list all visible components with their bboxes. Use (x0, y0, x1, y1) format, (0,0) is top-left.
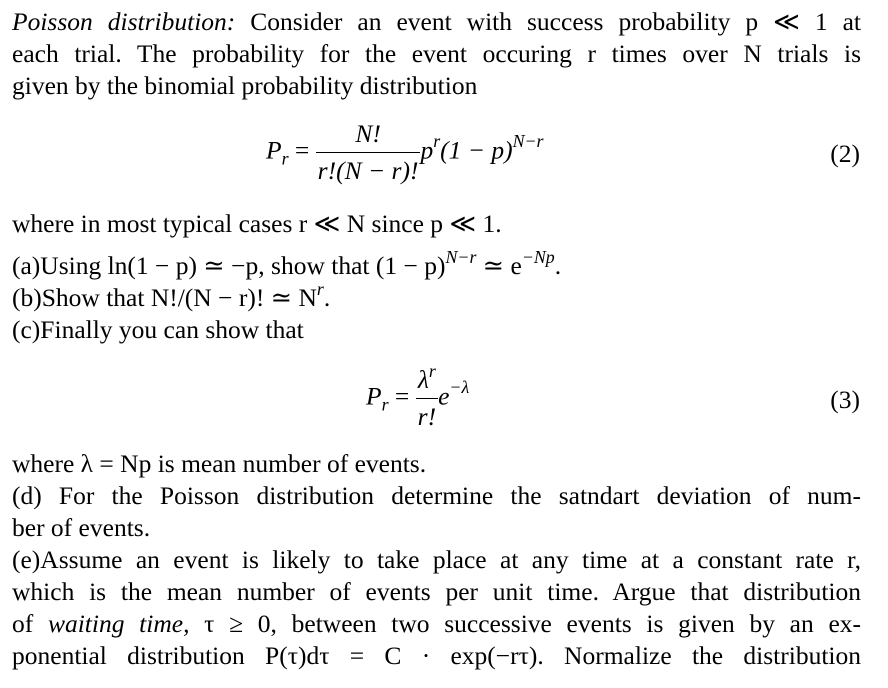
part-a-end: . (554, 251, 562, 280)
where-line-1: where in most typical cases r ≪ N since p ≪ 1. (12, 209, 502, 238)
equation-3 (366, 360, 470, 433)
part-a-tail: ≃ e (482, 251, 522, 280)
part-b (12, 278, 331, 314)
part-e-waiting-time: waiting time, (47, 609, 190, 638)
eq2-lhs: P (266, 135, 282, 165)
part-a-text: (a)Using ln(1 − p) ≃ −p, show that (1 − p) (12, 251, 446, 280)
eq3-num-sup: r (428, 360, 436, 381)
eq3-equals: = (394, 381, 410, 411)
part-c: (c)Finally you can show that (12, 315, 304, 344)
part-b-end: . (323, 283, 331, 312)
eq3-denominator: r! (416, 398, 438, 433)
eq2-lhs-sub: r (281, 148, 289, 169)
eq2-equals: = (294, 135, 310, 165)
eq3-lhs-sub: r (381, 394, 389, 415)
eq3-lhs: P (366, 381, 382, 411)
part-e-line-2: which is the mean number of events per unit time. Argue that distribution (12, 577, 861, 606)
part-e-line-1: (e)Assume an event is likely to take place at any time at a constant rate r, (12, 545, 861, 574)
part-b-sup: r (316, 278, 324, 299)
part-e-l3b: τ ≥ 0, between two successive events is given by an ex- (204, 609, 861, 638)
part-d-line-1: (d) For the Poisson distribution determine the satndart deviation of num- (12, 481, 861, 510)
eq2-number: (2) (830, 139, 860, 168)
eq3-tail: e (438, 381, 450, 411)
equation-2 (266, 118, 544, 187)
part-e-line-4: ponential distribution P(τ)dτ = C · exp(−rτ). Normalize the distribution (12, 641, 861, 670)
intro-line-2: each trial. The probability for the event occuring r times over N trials is (12, 39, 861, 68)
intro-title: Poisson distribution: (12, 7, 236, 36)
part-b-text: (b)Show that N!/(N − r)! ≃ N (12, 283, 317, 312)
eq3-number: (3) (830, 385, 860, 414)
eq3-numerator (416, 360, 438, 398)
part-d-line-2: ber of events. (12, 513, 151, 542)
eq2-tail-sup: r (433, 131, 441, 152)
part-e-l3a: of (12, 609, 34, 638)
where-line-2: where λ = Np is mean number of events. (12, 449, 427, 478)
eq2-tail2-sup: N−r (512, 131, 544, 152)
eq2-tail2: (1 − p) (440, 135, 513, 165)
part-a-sup: N−r (445, 246, 477, 267)
intro-line-3: given by the binomial probability distribution (12, 71, 478, 100)
part-a (12, 246, 562, 282)
eq2-tail: p (420, 135, 434, 165)
eq2-numerator: N! (355, 119, 381, 148)
part-a-tail-sup: −Np (521, 246, 555, 267)
intro-line-1 (12, 6, 861, 38)
eq3-fraction (416, 360, 438, 433)
eq3-tail-sup: −λ (449, 377, 470, 398)
eq2-denominator: r!(N − r)! (316, 152, 421, 187)
eq3-num-base: λ (417, 365, 429, 394)
eq2-fraction (316, 118, 421, 187)
part-e-line-3 (12, 608, 861, 640)
intro-text-1: Consider an event with success probability p ≪ 1 at (250, 7, 861, 36)
